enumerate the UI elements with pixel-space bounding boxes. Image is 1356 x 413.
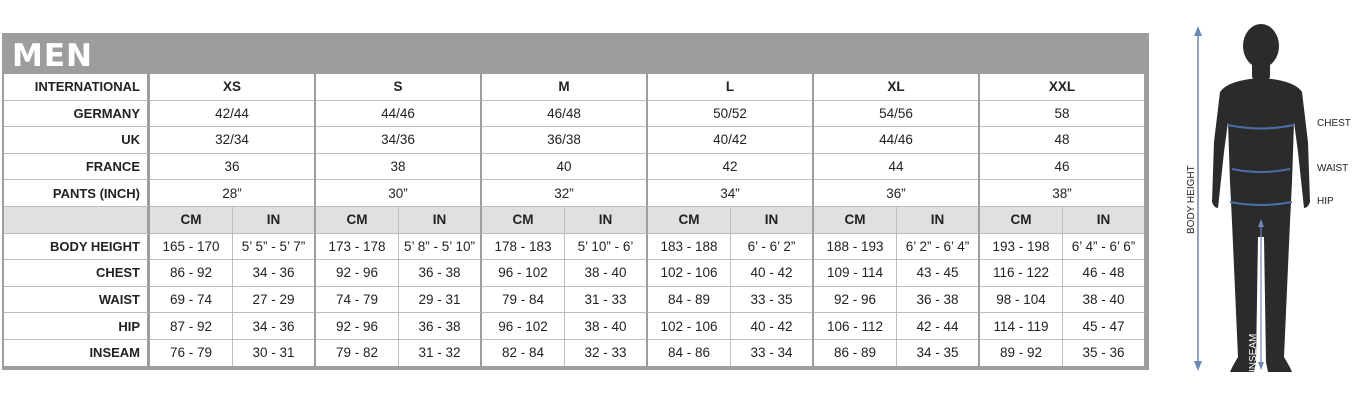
in-cell: 38 - 40: [1063, 287, 1146, 314]
size-header: L: [648, 74, 814, 101]
in-cell: 29 - 31: [399, 287, 482, 314]
table-cell: 34”: [648, 180, 814, 207]
row-label: INSEAM: [4, 340, 150, 366]
in-cell: 31 - 32: [399, 340, 482, 366]
cm-cell: 116 - 122: [980, 260, 1063, 287]
table-cell: 38: [316, 154, 482, 181]
in-cell: 5’ 10” - 6’: [565, 234, 648, 261]
chart-title: MEN: [12, 38, 93, 74]
size-chart: [2, 33, 1149, 370]
in-cell: 38 - 40: [565, 313, 648, 340]
cm-cell: 165 - 170: [150, 234, 233, 261]
human-silhouette-icon: [1180, 22, 1356, 382]
table-cell: 40: [482, 154, 648, 181]
cm-cell: 87 - 92: [150, 313, 233, 340]
cm-cell: 89 - 92: [980, 340, 1063, 366]
cm-cell: 183 - 188: [648, 234, 731, 261]
cm-cell: 96 - 102: [482, 313, 565, 340]
row-label: HIP: [4, 313, 150, 340]
row-label: INTERNATIONAL: [4, 74, 150, 101]
cm-cell: 79 - 84: [482, 287, 565, 314]
table-cell: 46: [980, 154, 1146, 181]
cm-cell: 102 - 106: [648, 313, 731, 340]
size-header: S: [316, 74, 482, 101]
unit-cm-header: CM: [150, 207, 233, 234]
table-cell: 44/46: [814, 127, 980, 154]
table-cell: 30”: [316, 180, 482, 207]
inseam-label: INSEAM: [1248, 333, 1259, 372]
in-cell: 45 - 47: [1063, 313, 1146, 340]
cm-cell: 98 - 104: [980, 287, 1063, 314]
size-header: XL: [814, 74, 980, 101]
table-cell: 42/44: [150, 101, 316, 128]
cm-cell: 86 - 89: [814, 340, 897, 366]
table-cell: 50/52: [648, 101, 814, 128]
in-cell: 35 - 36: [1063, 340, 1146, 366]
size-header: M: [482, 74, 648, 101]
cm-cell: 188 - 193: [814, 234, 897, 261]
in-cell: 34 - 36: [233, 260, 316, 287]
cm-cell: 86 - 92: [150, 260, 233, 287]
unit-in-header: IN: [399, 207, 482, 234]
table-cell: 48: [980, 127, 1146, 154]
in-cell: 30 - 31: [233, 340, 316, 366]
unit-in-header: IN: [897, 207, 980, 234]
size-header: XS: [150, 74, 316, 101]
cm-cell: 102 - 106: [648, 260, 731, 287]
body-height-label: BODY HEIGHT: [1186, 165, 1197, 234]
table-cell: 32”: [482, 180, 648, 207]
cm-cell: 79 - 82: [316, 340, 399, 366]
in-cell: 42 - 44: [897, 313, 980, 340]
cm-cell: 109 - 114: [814, 260, 897, 287]
table-cell: 44/46: [316, 101, 482, 128]
cm-cell: 84 - 86: [648, 340, 731, 366]
table-cell: 36/38: [482, 127, 648, 154]
cm-cell: 69 - 74: [150, 287, 233, 314]
row-label: BODY HEIGHT: [4, 234, 150, 261]
cm-cell: 82 - 84: [482, 340, 565, 366]
row-label: FRANCE: [4, 154, 150, 181]
table-cell: 32/34: [150, 127, 316, 154]
in-cell: 38 - 40: [565, 260, 648, 287]
in-cell: 33 - 34: [731, 340, 814, 366]
in-cell: 36 - 38: [399, 260, 482, 287]
table-cell: 42: [648, 154, 814, 181]
measurement-figure: [1180, 22, 1356, 382]
row-label: UK: [4, 127, 150, 154]
table-row: [4, 180, 1146, 207]
cm-cell: 76 - 79: [150, 340, 233, 366]
in-cell: 34 - 36: [233, 313, 316, 340]
table-row: [4, 154, 1146, 181]
in-cell: 40 - 42: [731, 260, 814, 287]
table-cell: 28”: [150, 180, 316, 207]
table-row: [4, 234, 1146, 261]
unit-in-header: IN: [233, 207, 316, 234]
table-cell: 36”: [814, 180, 980, 207]
cm-cell: 92 - 96: [316, 313, 399, 340]
unit-cm-header: CM: [648, 207, 731, 234]
unit-in-header: IN: [731, 207, 814, 234]
cm-cell: 178 - 183: [482, 234, 565, 261]
cm-cell: 84 - 89: [648, 287, 731, 314]
table-cell: 44: [814, 154, 980, 181]
unit-cm-header: CM: [814, 207, 897, 234]
size-table: [4, 74, 1146, 366]
in-cell: 6’ - 6’ 2”: [731, 234, 814, 261]
cm-cell: 106 - 112: [814, 313, 897, 340]
unit-in-header: IN: [1063, 207, 1146, 234]
title-bar: [2, 33, 1149, 74]
in-cell: 27 - 29: [233, 287, 316, 314]
table-row: [4, 74, 1146, 101]
in-cell: 46 - 48: [1063, 260, 1146, 287]
table-row: [4, 313, 1146, 340]
in-cell: 40 - 42: [731, 313, 814, 340]
in-cell: 34 - 35: [897, 340, 980, 366]
in-cell: 5’ 8” - 5’ 10”: [399, 234, 482, 261]
row-label: GERMANY: [4, 101, 150, 128]
row-label: WAIST: [4, 287, 150, 314]
in-cell: 5’ 5” - 5’ 7”: [233, 234, 316, 261]
cm-cell: 74 - 79: [316, 287, 399, 314]
cm-cell: 92 - 96: [814, 287, 897, 314]
cm-cell: 114 - 119: [980, 313, 1063, 340]
cm-cell: 96 - 102: [482, 260, 565, 287]
table-cell: 58: [980, 101, 1146, 128]
table-row: [4, 101, 1146, 128]
in-cell: 36 - 38: [897, 287, 980, 314]
size-header: XXL: [980, 74, 1146, 101]
cm-cell: 193 - 198: [980, 234, 1063, 261]
table-row: [4, 287, 1146, 314]
waist-label: WAIST: [1317, 163, 1349, 174]
table-cell: 38”: [980, 180, 1146, 207]
unit-row: [4, 207, 1146, 234]
unit-cm-header: CM: [980, 207, 1063, 234]
in-cell: 31 - 33: [565, 287, 648, 314]
table-cell: 40/42: [648, 127, 814, 154]
unit-cm-header: CM: [316, 207, 399, 234]
in-cell: 43 - 45: [897, 260, 980, 287]
in-cell: 36 - 38: [399, 313, 482, 340]
table-cell: 54/56: [814, 101, 980, 128]
table-cell: 34/36: [316, 127, 482, 154]
hip-label: HIP: [1317, 196, 1334, 207]
table-cell: 46/48: [482, 101, 648, 128]
table-row: [4, 340, 1146, 366]
row-label: [4, 207, 150, 234]
unit-cm-header: CM: [482, 207, 565, 234]
in-cell: 33 - 35: [731, 287, 814, 314]
chest-label: CHEST: [1317, 118, 1351, 129]
row-label: PANTS (INCH): [4, 180, 150, 207]
in-cell: 6’ 4” - 6’ 6”: [1063, 234, 1146, 261]
table-cell: 36: [150, 154, 316, 181]
in-cell: 32 - 33: [565, 340, 648, 366]
unit-in-header: IN: [565, 207, 648, 234]
row-label: CHEST: [4, 260, 150, 287]
cm-cell: 173 - 178: [316, 234, 399, 261]
in-cell: 6’ 2” - 6’ 4”: [897, 234, 980, 261]
cm-cell: 92 - 96: [316, 260, 399, 287]
table-row: [4, 127, 1146, 154]
table-row: [4, 260, 1146, 287]
